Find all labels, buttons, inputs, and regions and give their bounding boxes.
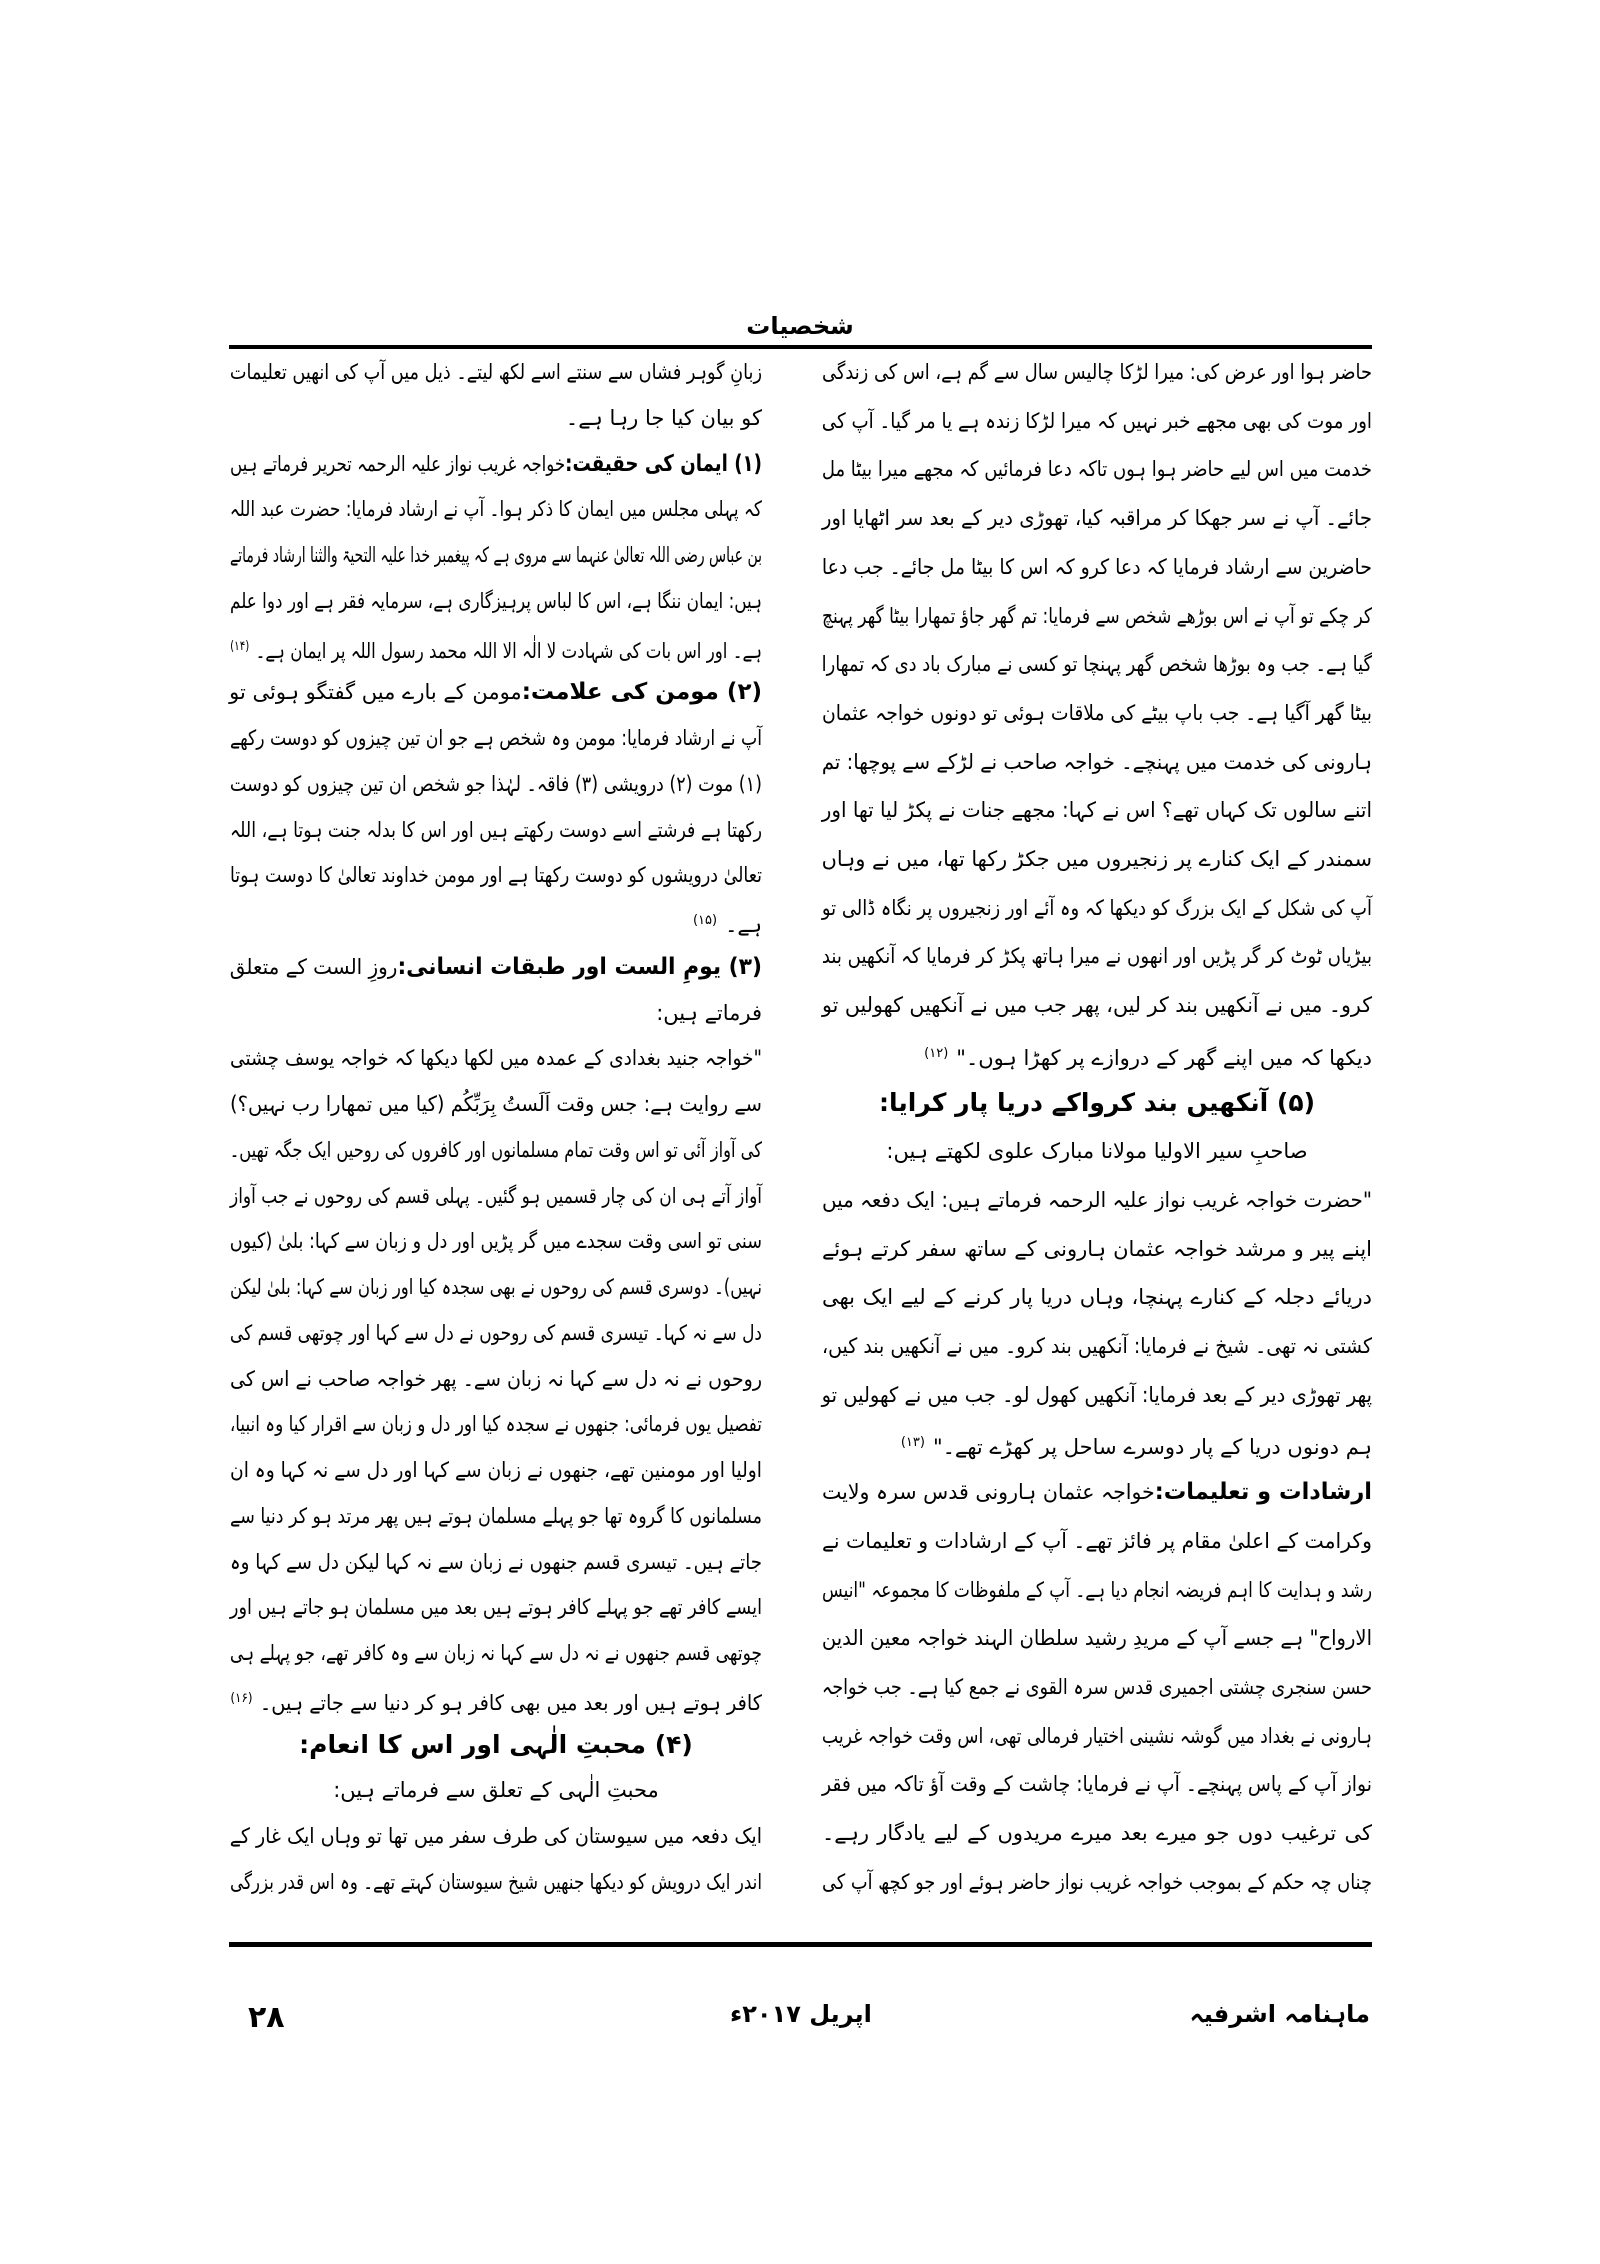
line-text: اتنے سالوں تک کہاں تھے؟ اس نے کہا: مجھے جنات نے پکڑ لیا تھا اور	[821, 798, 1372, 823]
line-text: سے روایت ہے: جس وقت اَلَستُ بِرَبِّکُم (کیا میں تمھارا رب نہیں؟)	[230, 1092, 762, 1116]
section-heading	[822, 1083, 1372, 1123]
line-text: جائے۔ آپ نے سر جھکا کر مراقبہ کیا، تھوڑی دیر کے بعد سر اٹھایا اور	[822, 506, 1372, 531]
text-line	[822, 888, 1372, 928]
text-line	[230, 1770, 762, 1810]
line-text: ہارونی نے بغداد میں گوشہ نشینی اختیار فرمالی تھی، اس وقت خواجہ غریب	[821, 1723, 1372, 1748]
line-text: ہے۔	[725, 913, 762, 937]
line-text: ہے۔ اور اس بات کی شہادت لا الٰہ الا اللہ محمد رسول اللہ پر ایمان ہے۔	[255, 638, 763, 663]
inline-heading: (۳) یومِ الست اور طبقات انسانی:	[397, 953, 762, 980]
line-text: تفصیل یوں فرمائی: جنھوں نے سجدہ کیا اور دل و زبان سے اقرار کیا وہ انبیا،	[229, 1412, 763, 1437]
text-line	[230, 718, 762, 758]
text-line	[822, 742, 1372, 782]
line-text: (۱) موت (۲) درویشی (۳) فاقہ۔ لہٰذا جو شخص ان تین چیزوں کو دوست	[229, 771, 762, 796]
text-line	[822, 839, 1372, 879]
line-text: ہارونی کی خدمت میں پہنچے۔ خواجہ صاحب نے لڑکے سے پوچھا: تم	[821, 749, 1372, 774]
line-text: جاتے ہیں۔ تیسری قسم جنھوں نے زبان سے نہ کہا لیکن دل سے کہا وہ	[230, 1549, 762, 1574]
line-text: دل سے نہ کہا۔ تیسری قسم کی روحوں نے دل سے کہا اور چوتھی قسم کی	[229, 1320, 762, 1345]
text-line	[230, 444, 762, 484]
right-column	[822, 352, 1372, 1902]
line-text: کشتی نہ تھی۔ شیخ نے فرمایا: آنکھیں بند کرو۔ میں نے آنکھیں بند کیں،	[822, 1334, 1372, 1359]
text-line	[822, 1764, 1372, 1804]
text-line	[822, 449, 1372, 489]
line-text: مومن کے بارے میں گفتگو ہوئی تو	[229, 680, 522, 705]
text-line	[822, 1277, 1372, 1317]
text-line	[230, 352, 762, 392]
inline-heading: (۲) مومن کی علامت:	[521, 679, 762, 706]
line-text: خواجہ غریب نواز علیہ الرحمہ تحریر فرماتے ہیں	[230, 451, 566, 476]
line-text: "حضرت خواجہ غریب نواز علیہ الرحمہ فرماتے ہیں: ایک دفعہ میں	[822, 1187, 1372, 1212]
line-text: رشد و ہدایت کا اہم فریضہ انجام دیا ہے۔ آپ کے ملفوظات کا مجموعہ "انیس	[822, 1577, 1372, 1602]
footnote-marker: (۱۳)	[900, 1435, 925, 1451]
line-text: ایک دفعہ میں سیوستان کی طرف سفر میں تھا تو وہاں ایک غار کے	[229, 1824, 762, 1848]
text-line	[230, 535, 762, 575]
line-text: اور موت کی بھی مجھے خبر نہیں کہ میرا لڑکا زندہ ہے یا مر گیا۔ آپ کی	[821, 408, 1372, 433]
text-line	[230, 1084, 762, 1124]
line-text: نہیں)۔ دوسری قسم کی روحوں نے بھی سجدہ کیا اور زبان سے کہا: بلیٰ لیکن	[230, 1275, 762, 1299]
text-line	[230, 1587, 762, 1627]
line-text: دیکھا کہ میں اپنے گھر کے دروازے پر کھڑا ہوں۔"	[956, 1045, 1372, 1070]
text-line	[230, 1450, 762, 1490]
line-text: حاضر ہوا اور عرض کی: میرا لڑکا چالیس سال سے گم ہے، اس کی زندگی	[822, 360, 1372, 384]
text-line	[822, 1521, 1372, 1561]
text-line	[230, 993, 762, 1033]
text-line	[822, 790, 1372, 830]
text-line	[230, 489, 762, 529]
line-text: مسلمانوں کا گروہ تھا جو پہلے مسلمان ہوتے ہیں پھر مرتد ہو کر دنیا سے	[230, 1503, 762, 1528]
line-text: کرو۔ میں نے آنکھیں بند کر لیں، پھر جب میں نے آنکھیں کھولیں تو	[822, 993, 1372, 1018]
text-line	[822, 1326, 1372, 1366]
line-text: حاضرین سے ارشاد فرمایا کہ دعا کرو کہ اس کا بیٹا مل جائے۔ جب دعا	[821, 554, 1372, 579]
text-line	[822, 1862, 1372, 1902]
text-line	[230, 1862, 762, 1902]
line-text: (۵) آنکھیں بند کرواکے دریا پار کرایا:	[878, 1087, 1316, 1117]
line-text: دریائے دجلہ کے کنارے پہنچا، وہاں دریا پار کرنے کے لیے ایک بھی	[822, 1285, 1372, 1310]
text-line	[822, 352, 1372, 392]
section-title-text: شخصیات	[746, 312, 854, 340]
line-text: فرماتے ہیں:	[656, 1000, 762, 1025]
text-line	[230, 1176, 762, 1216]
line-text: کافر ہوتے ہیں اور بعد میں بھی کافر ہو کر دنیا سے جاتے ہیں۔	[259, 1690, 762, 1715]
footnote-marker: (۱۵)	[692, 913, 718, 928]
text-line	[822, 1034, 1372, 1074]
left-column	[230, 352, 762, 1902]
text-line	[230, 1633, 762, 1673]
text-line	[230, 764, 762, 804]
text-line	[822, 1716, 1372, 1756]
line-text: ہم دونوں دریا کے پار دوسرے ساحل پر کھڑے تھے۔"	[932, 1435, 1372, 1460]
text-line	[230, 1542, 762, 1582]
text-line	[230, 947, 762, 987]
text-line	[230, 1313, 762, 1353]
magazine-name: ماہنامہ اشرفیہ	[1189, 2000, 1370, 2028]
text-line	[822, 1423, 1372, 1463]
text-line	[230, 1404, 762, 1444]
line-text: کی آواز آئی تو اس وقت تمام مسلمانوں اور کافروں کی روحیں ایک جگہ تھیں۔	[229, 1137, 762, 1162]
text-line	[230, 1816, 762, 1856]
footnote-marker: (۱۴)	[230, 638, 250, 654]
line-text: چناں چہ حکم کے بموجب خواجہ غریب نواز حاضر ہوئے اور جو کچھ آپ کی	[822, 1869, 1372, 1894]
header-rule	[229, 345, 1372, 349]
line-text: روحوں نے نہ دل سے کہا نہ زبان سے۔ پھر خواجہ صاحب نے اس کی	[230, 1366, 762, 1391]
text-line	[822, 401, 1372, 441]
line-text: صاحبِ سیر الاولیا مولانا مبارک علوی لکھتے ہیں:	[886, 1139, 1308, 1164]
line-text: سنی تو اسی وقت سجدے میں گر پڑیں اور دل و زبان سے کہا: بلیٰ (کیوں	[229, 1229, 762, 1254]
line-text: پھر تھوڑی دیر کے بعد فرمایا: آنکھیں کھول لو۔ جب میں نے کھولیں تو	[821, 1382, 1372, 1407]
text-line	[230, 810, 762, 850]
line-text: "خواجہ جنید بغدادی کے عمدہ میں لکھا دیکھا کہ خواجہ یوسف چشتی	[230, 1046, 762, 1071]
text-line	[822, 1570, 1372, 1610]
line-text: آپ کی شکل کے ایک بزرگ کو دیکھا کہ وہ آئے اور زنجیروں پر نگاہ ڈالی تو	[821, 895, 1372, 920]
line-text: گیا ہے۔ جب وہ بوڑھا شخص گھر پہنچا تو کسی نے مبارک باد دی کہ تمھارا	[821, 652, 1372, 677]
text-line	[822, 596, 1372, 636]
line-text: کہ پہلی مجلس میں ایمان کا ذکر ہوا۔ آپ نے ارشاد فرمایا: حضرت عبد اللہ	[229, 497, 763, 522]
line-text: چوتھی قسم جنھوں نے نہ دل سے کہا نہ زبان سے وہ کافر تھے، جو پہلے ہی	[229, 1641, 762, 1665]
text-line	[230, 627, 762, 667]
text-line	[230, 398, 762, 438]
footnote-marker: (۱۲)	[924, 1045, 949, 1061]
text-line	[230, 672, 762, 712]
line-text: خواجہ عثمان ہارونی قدس سرہ ولایت	[822, 1480, 1155, 1505]
text-line	[822, 547, 1372, 587]
text-line	[822, 1375, 1372, 1415]
text-line	[230, 855, 762, 895]
text-line	[822, 1472, 1372, 1512]
text-line	[230, 1496, 762, 1536]
text-line	[230, 1679, 762, 1719]
line-text: آواز آتے ہی ان کی چار قسمیں ہو گئیں۔ پہلی قسم کی روحوں نے جب آواز	[230, 1183, 762, 1208]
line-text: اولیا اور مومنین تھے، جنھوں نے زبان سے کہا اور دل سے نہ کہا وہ ان	[230, 1458, 762, 1482]
inline-heading: (۱) ایمان کی حقیقت:	[565, 450, 762, 477]
line-text: زبانِ گوہر فشاں سے سنتے اسے لکھ لیتے۔ ذیل میں آپ کی انھیں تعلیمات	[229, 360, 762, 384]
text-line	[822, 644, 1372, 684]
text-line	[822, 985, 1372, 1025]
line-text: وکرامت کے اعلیٰ مقام پر فائز تھے۔ آپ کے ارشادات و تعلیمات نے	[821, 1528, 1372, 1553]
text-line	[822, 1618, 1372, 1658]
text-line	[230, 1038, 762, 1078]
line-text: حسن سنجری چشتی اجمیری قدس سرہ القوی نے جمع کیا ہے۔ جب خواجہ	[821, 1674, 1372, 1699]
line-text: خدمت میں اس لیے حاضر ہوا ہوں تاکہ دعا فرمائیں کہ مجھے میرا بیٹا مل	[821, 457, 1372, 482]
text-line	[822, 936, 1372, 976]
text-line	[230, 1221, 762, 1261]
issue-date: اپریل ۲۰۱۷ء	[730, 2000, 872, 2028]
text-line	[822, 1229, 1372, 1269]
line-text: روزِ الست کے متعلق	[229, 954, 398, 979]
line-text: بیڑیاں ٹوٹ کر گر پڑیں اور انھوں نے میرا ہاتھ پکڑ کر فرمایا کہ آنکھیں بند	[821, 944, 1372, 969]
text-line	[230, 1359, 762, 1399]
line-text: آپ نے ارشاد فرمایا: مومن وہ شخص ہے جو ان تین چیزوں کو دوست رکھے	[230, 726, 762, 750]
line-text: کر چکے تو آپ نے اس بوڑھے شخص سے فرمایا: تم گھر جاؤ تمھارا بیٹا گھر پہنچ	[822, 603, 1372, 628]
text-line	[822, 1813, 1372, 1853]
text-line	[822, 498, 1372, 538]
text-line	[822, 1131, 1372, 1171]
line-text: (۴) محبتِ الٰہی اور اس کا انعام:	[299, 1729, 693, 1759]
text-line	[822, 1667, 1372, 1707]
footnote-marker: (۱۶)	[230, 1690, 253, 1706]
line-text: ایسے کافر تھے جو پہلے کافر ہوتے ہیں بعد میں مسلمان ہو جاتے ہیں اور	[229, 1595, 762, 1620]
line-text: اندر ایک درویش کو دیکھا جنھیں شیخ سیوستان کہتے تھے۔ وہ اس قدر بزرگی	[230, 1869, 762, 1894]
text-line	[230, 581, 762, 621]
line-text: ہیں: ایمان ننگا ہے، اس کا لباس پرہیزگاری ہے، سرمایہ فقر ہے اور دوا علم	[230, 588, 762, 613]
inline-heading: ارشادات و تعلیمات:	[1154, 1479, 1372, 1506]
line-text: کو بیان کیا جا رہا ہے۔	[565, 405, 762, 430]
text-line	[230, 1130, 762, 1170]
page-number: ۲۸	[248, 2000, 285, 2035]
text-line	[822, 693, 1372, 733]
line-text: تعالیٰ درویشوں کو دوست رکھتا ہے اور مومن خداوند تعالیٰ کا دوست ہوتا	[230, 863, 762, 888]
text-line	[230, 1267, 762, 1307]
line-text: رکھتا ہے فرشتے اسے دوست رکھتے ہیں اور اس کا بدلہ جنت ہوتا ہے، اللہ	[230, 817, 762, 842]
line-text: بن عباس رضی اللہ تعالیٰ عنہما سے مروی ہے کہ پیغمبر خدا علیہ التحیۃ والثنا ارشاد فرماتے	[229, 543, 763, 567]
line-text: نواز آپ کے پاس پہنچے۔ آپ نے فرمایا: چاشت کے وقت آؤ تاکہ میں فقر	[822, 1772, 1372, 1797]
text-line	[230, 901, 762, 941]
line-text: محبتِ الٰہی کے تعلق سے فرماتے ہیں:	[333, 1778, 659, 1803]
line-text: سمندر کے ایک کنارے پر زنجیروں میں جکڑ رکھا تھا، میں نے وہاں	[821, 847, 1372, 872]
line-text: الارواح" ہے جسے آپ کے مریدِ رشید سلطان الہند خواجہ معین الدین	[821, 1626, 1372, 1651]
section-title	[0, 312, 1600, 340]
line-text: بیٹا گھر آگیا ہے۔ جب باپ بیٹے کی ملاقات ہوئی تو دونوں خواجہ عثمان	[822, 700, 1372, 725]
section-heading	[230, 1725, 762, 1765]
line-text: کی ترغیب دوں جو میرے بعد میرے مریدوں کے لیے یادگار رہے۔	[822, 1821, 1372, 1846]
text-line	[822, 1180, 1372, 1220]
footer-rule	[229, 1942, 1372, 1947]
line-text: اپنے پیر و مرشد خواجہ عثمان ہارونی کے ساتھ سفر کرتے ہوئے	[822, 1236, 1372, 1261]
